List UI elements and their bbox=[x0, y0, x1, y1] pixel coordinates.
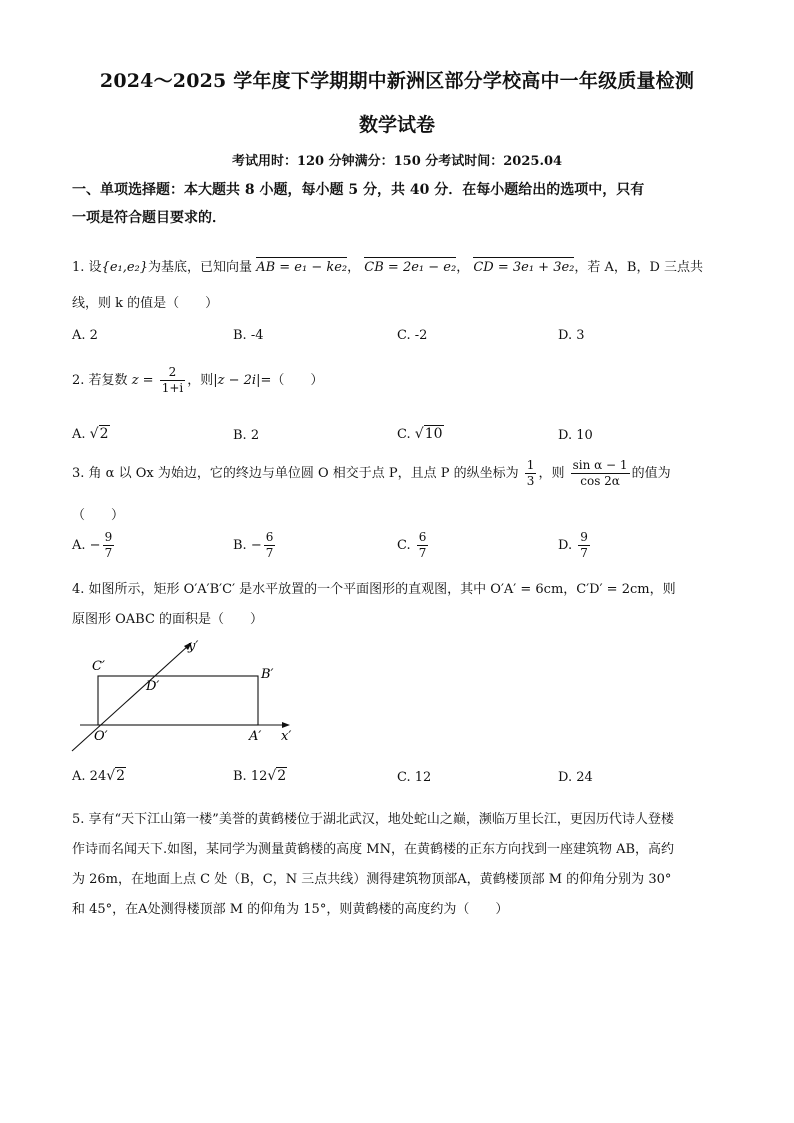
q1-vector-cb: CB = 2e₁ − e₂ bbox=[364, 260, 457, 275]
q2-fraction: $\frac{2}{1+i}$ bbox=[161, 365, 184, 395]
q2-option-d: D. 10 bbox=[558, 428, 593, 443]
sqrt-symbol: √10 bbox=[414, 426, 443, 442]
q1-option-b: B. -4 bbox=[233, 328, 264, 343]
rectangle-oabc bbox=[98, 676, 258, 725]
q3-expression: $\frac{\text{sin α − 1}}{\cos 2\alpha}$ bbox=[572, 458, 628, 488]
q5-line1: 5. 享有“天下江山第一楼”美誉的黄鹤楼位于湖北武汉，地处蛇山之巅，濒临万里长江，更因历代诗人登楼 bbox=[72, 812, 674, 827]
q3-line2: （ ） bbox=[72, 508, 125, 523]
q1-prefix: 1. 设 bbox=[72, 260, 102, 275]
q1-text-b: ，若 A，B，D 三点共 bbox=[574, 260, 704, 275]
q1-option-d: D. 3 bbox=[558, 328, 585, 343]
q3-option-b: B. − $\frac{6}{7}$ bbox=[233, 530, 274, 560]
q2-line bbox=[72, 365, 323, 396]
label-y: y′ bbox=[188, 639, 199, 654]
q1-line1: 1. 设{e₁,e₂}为基底，已知向量 AB = e₁ − ke₂， CB = 2e₁ − e₂， CD = 3e₁ + 3e₂，若 A，B，D 三点共 bbox=[72, 260, 704, 275]
q1-option-c: C. -2 bbox=[397, 328, 428, 343]
q1-line2: 线，则 k 的值是（ ） bbox=[72, 296, 219, 311]
sqrt-symbol: √2 bbox=[267, 768, 287, 784]
label-b: B′ bbox=[261, 667, 274, 682]
q1-vector-ab: AB = e₁ − ke₂ bbox=[256, 260, 348, 275]
q3-text-a: 3. 角 α 以 Ox 为始边，它的终边与单位圆 O 相交于点 P，且点 P 的纵坐标为 bbox=[72, 466, 519, 481]
q1-basis: {e₁,e₂} bbox=[101, 260, 149, 275]
label-o: O′ bbox=[94, 729, 108, 744]
q4-option-c: C. 12 bbox=[397, 770, 432, 785]
exam-subtitle: 数学试卷 bbox=[358, 114, 435, 136]
q1-option-a: A. 2 bbox=[72, 328, 98, 343]
y-axis bbox=[72, 646, 188, 751]
q5-line4: 和 45°，在A处测得楼顶部 M 的仰角为 15°，则黄鹤楼的高度约为（ ） bbox=[72, 902, 509, 917]
q2-text-b: ，则 bbox=[187, 373, 214, 388]
sqrt-symbol: √2 bbox=[89, 426, 109, 442]
q4-option-b: B. 12√2 bbox=[233, 768, 287, 784]
q5-line2: 作诗而名闻天下.如图，某同学为测量黄鹤楼的高度 MN，在黄鹤楼的正东方向找到一座建筑物 AB，高约 bbox=[72, 842, 675, 857]
q4-option-a: A. 24√2 bbox=[72, 768, 126, 784]
q4-line1: 4. 如图所示，矩形 O′A′B′C′ 是水平放置的一个平面图形的直观图，其中 O′A′ = 6cm，C′D′ = 2cm，则 bbox=[72, 582, 676, 597]
q2-option-b: B. 2 bbox=[233, 428, 260, 443]
exam-info: 考试用时：120 分钟满分：150 分考试时间：2025.04 bbox=[231, 154, 563, 169]
exam-title: 2024～2025 学年度下学期期中新洲区部分学校高中一年级质量检测 bbox=[99, 70, 695, 92]
q2-option-c: C. √10 bbox=[397, 426, 443, 442]
x-axis-arrow bbox=[282, 722, 290, 728]
q2-prefix: 2. 若复数 bbox=[72, 373, 128, 388]
q3-text-b: ，则 bbox=[538, 466, 565, 481]
label-c: C′ bbox=[92, 659, 105, 674]
q4-figure bbox=[60, 636, 300, 756]
section-heading-line1: 一、单项选择题：本大题共 8 小题，每小题 5 分，共 40 分．在每小题给出的选项中，只有 bbox=[72, 182, 645, 198]
q3-option-a: A. − $\frac{9}{7}$ bbox=[72, 530, 113, 560]
q2-abs: |z − 2i| bbox=[213, 373, 261, 388]
label-x: x′ bbox=[281, 729, 292, 744]
q2-z-eq: z = bbox=[131, 373, 154, 388]
section-heading bbox=[72, 176, 732, 232]
sqrt-symbol: √2 bbox=[106, 768, 126, 784]
q3-text-c: 的值为 bbox=[631, 466, 671, 481]
q5-line3: 为 26m，在地面上点 C 处（B，C，N 三点共线）测得建筑物顶部A，黄鹤楼顶部 M 的仰角分别为 30° bbox=[72, 872, 672, 887]
label-a: A′ bbox=[249, 729, 262, 744]
q3-option-d: D. $\frac{9}{7}$ bbox=[558, 530, 588, 560]
q3-fraction: $\frac{1}{3}$ bbox=[526, 458, 535, 488]
section-heading-line2: 一项是符合题目要求的． bbox=[72, 210, 226, 226]
q3-option-c: C. $\frac{6}{7}$ bbox=[397, 530, 427, 560]
q1-vector-cd: CD = 3e₁ + 3e₂ bbox=[473, 260, 575, 275]
q1-text-a: 为基底，已知向量 bbox=[148, 260, 253, 275]
q4-option-d: D. 24 bbox=[558, 770, 593, 785]
label-d: D′ bbox=[146, 679, 160, 694]
q3-line1 bbox=[72, 458, 671, 489]
q2-option-a: A. √2 bbox=[72, 426, 109, 442]
q4-line2: 原图形 OABC 的面积是（ ） bbox=[72, 612, 264, 627]
q2-text-c: =（ ） bbox=[260, 373, 324, 388]
